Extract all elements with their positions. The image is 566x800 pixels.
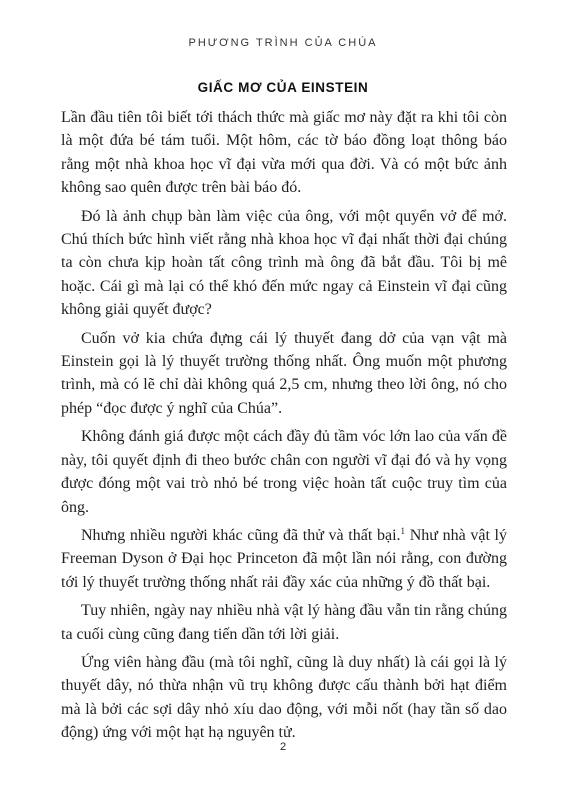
chapter-title: GIẤC MƠ CỦA EINSTEIN bbox=[197, 80, 369, 95]
paragraph-1: Lần đầu tiên tôi biết tới thách thức mà giấc mơ này đặt ra khi tôi còn là một đứa bé tám tuổi. Một hôm, các tờ báo đồng loạt thông báo rằng một nhà khoa học vĩ đại vừa mới qua đời. Và có một bức ảnh không sao quên được trên bài báo đó. bbox=[61, 109, 507, 197]
body-text bbox=[61, 106, 507, 750]
page-number: 2 bbox=[279, 741, 287, 753]
footnote-ref[interactable]: 1 bbox=[400, 525, 406, 536]
running-head: PHƯƠNG TRÌNH CỦA CHÚA bbox=[188, 37, 378, 49]
paragraph-5-rest: Như nhà vật lý Freeman Dyson ở Đại học Princeton đã một lần nói rằng, con đường tới lý thuyết trường thống nhất rải đầy xác của những ý đồ thất bại. bbox=[61, 526, 508, 591]
paragraph-5-lead: Nhưng nhiều người khác cũng đã thử và thất bại. bbox=[81, 526, 401, 544]
paragraph-3: Cuốn vở kia chứa đựng cái lý thuyết đang dở của vạn vật mà Einstein gọi là lý thuyết trường thống nhất. Ông muốn một phương trình, mà có lẽ chỉ dài không quá 2,5 cm, nhưng theo lời ông, nó cho phép “đọc được ý nghĩ của Chúa”. bbox=[61, 329, 507, 417]
paragraph-4: Không đánh giá được một cách đầy đủ tầm vóc lớn lao của vấn đề này, tôi quyết định đi theo bước chân con người vĩ đại đó và hy vọng được đóng một vai trò nhỏ bé trong việc hoàn tất cuộc truy tìm của ông. bbox=[61, 428, 507, 516]
paragraph-5 bbox=[61, 524, 507, 594]
paragraph-6: Tuy nhiên, ngày nay nhiều nhà vật lý hàng đầu vẫn tin rằng chúng ta cuối cùng cũng đang tiến dần tới lời giải. bbox=[61, 602, 507, 643]
paragraph-7: Ứng viên hàng đầu (mà tôi nghĩ, cũng là duy nhất) là cái gọi là lý thuyết dây, nó thừa nhận vũ trụ không được cấu thành bởi hạt điểm mà là bởi các sợi dây nhỏ xíu dao động, với mỗi nốt (hay tần số dao động) ứng với một hạt hạ nguyên tử. bbox=[61, 653, 507, 742]
paragraph-2: Đó là ảnh chụp bàn làm việc của ông, với một quyển vở để mở. Chú thích bức hình viết rằng nhà khoa học vĩ đại nhất thời đại chúng ta còn chưa kịp hoàn tất công trình mà ông đã bắt đầu. Tôi bị mê hoặc. Cái gì mà lại có thể khó đến mức ngay cả Einstein vĩ đại cũng không giải quyết được? bbox=[61, 207, 507, 319]
